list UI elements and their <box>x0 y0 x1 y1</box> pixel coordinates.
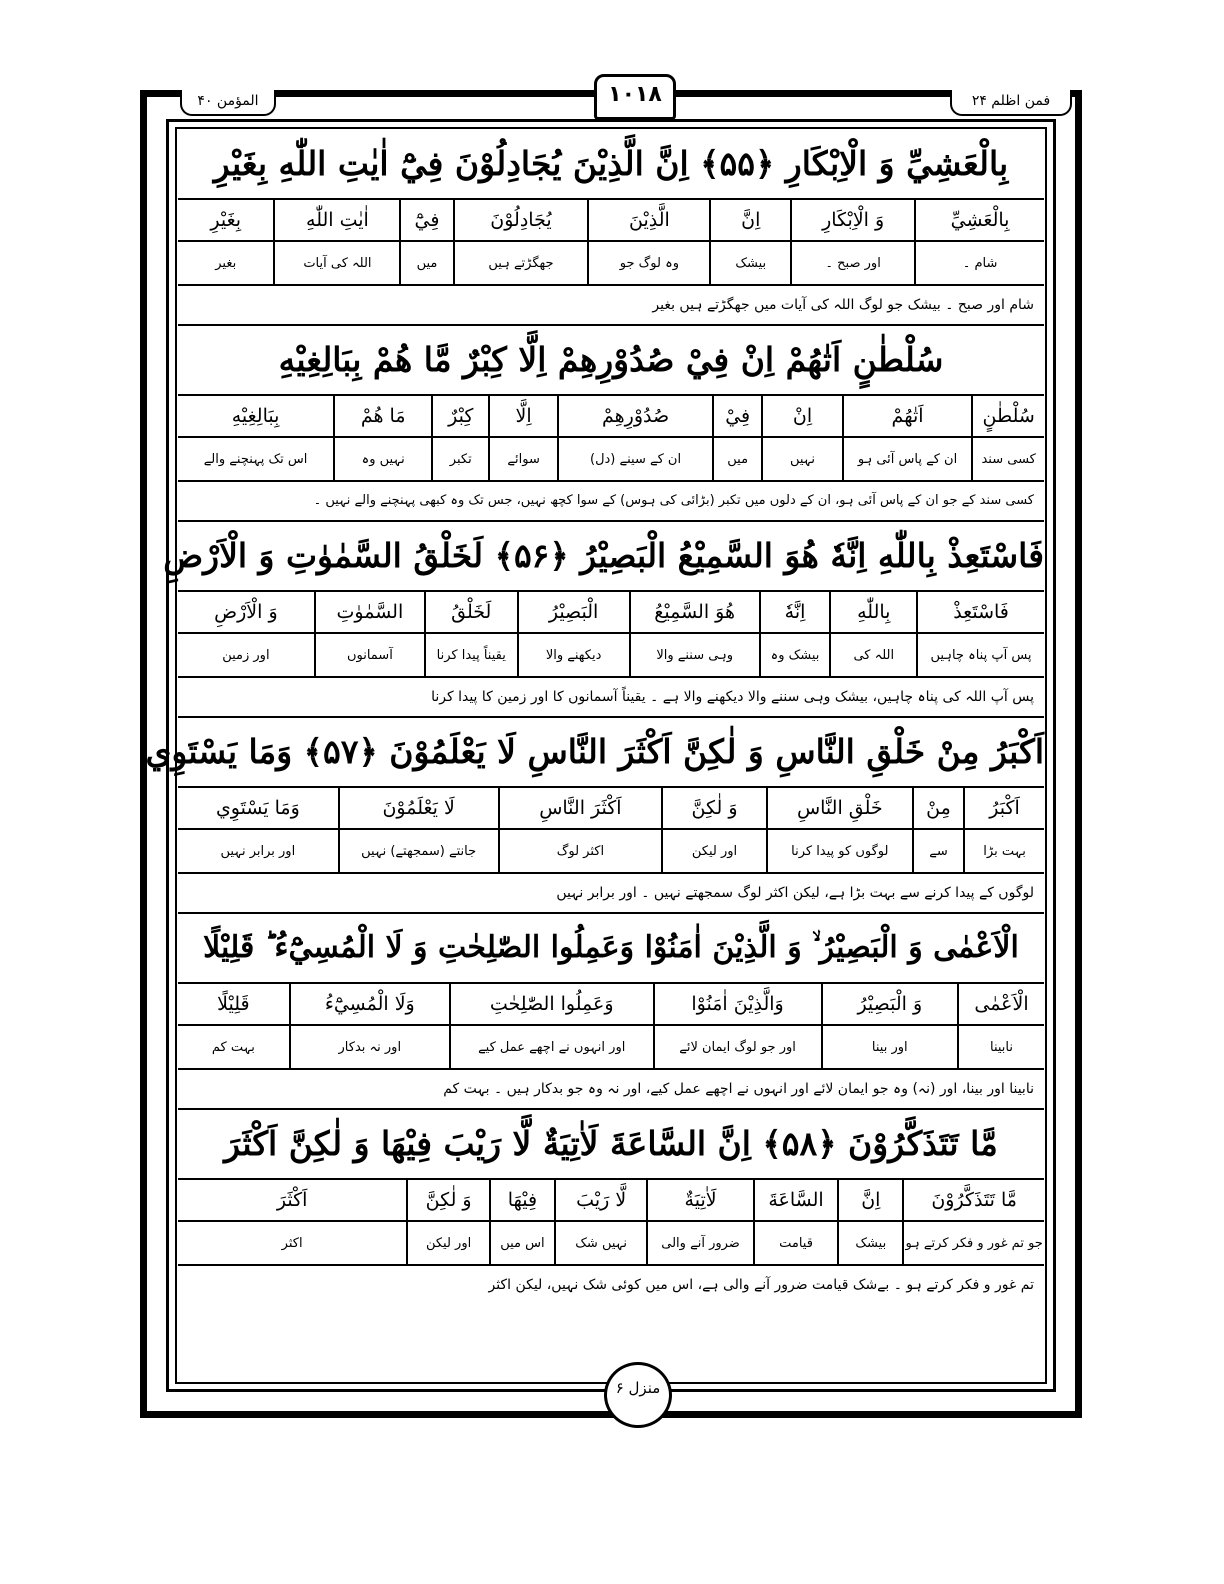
word-cell: وَ الْاِبْكَارِ <box>790 200 914 240</box>
word-cell: لَاٰتِيَةٌ <box>646 1180 752 1220</box>
meaning-cell: پس آپ پناہ چاہیں <box>916 634 1044 676</box>
word-row <box>178 984 1044 1026</box>
meaning-cell: یقیناً پیدا کرنا <box>424 634 517 676</box>
meaning-cell: اللہ کی آیات <box>273 242 399 284</box>
word-cell: بِالْعَشِيِّ <box>914 200 1044 240</box>
meaning-row <box>178 242 1044 286</box>
meaning-cell: نہیں وہ <box>333 438 431 480</box>
word-cell: سُلْطٰنٍ <box>971 396 1044 436</box>
arabic-verse-line: مَّا تَتَذَكَّرُوْنَ ﴿۵۸﴾ اِنَّ السَّاعَةَ لَاٰتِيَةٌ لَّا رَيْبَ فِيْهَا وَ لٰكِنَّ اَكْثَرَ <box>178 1110 1044 1180</box>
meaning-cell: اور صبح ۔ <box>790 242 914 284</box>
meaning-cell: میں <box>399 242 452 284</box>
word-cell: وَ الْاَرْضِ <box>214 601 278 623</box>
word-cell: قَلِيْلًا <box>217 993 250 1015</box>
word-cell: اَكْثَرَ <box>276 1189 308 1211</box>
word-cell: الْاَعْمٰى <box>957 984 1044 1024</box>
word-cell: وَمَا يَسْتَوِي <box>215 797 300 819</box>
juz-label: فمن اظلم ۲۴ <box>950 90 1072 116</box>
manzil-marker: منزل ۶ <box>604 1362 672 1428</box>
arabic-verse-line: فَاسْتَعِذْ بِاللّٰهِ اِنَّهٗ هُوَ السَّمِيْعُ الْبَصِيْرُ ﴿۵۶﴾ لَخَلْقُ السَّمٰوٰتِ وَ الْاَرْضِ <box>178 522 1044 592</box>
meaning-cell: اور نہ بدکار <box>289 1026 449 1068</box>
meaning-cell: اس میں <box>489 1222 554 1264</box>
word-row <box>178 592 1044 634</box>
word-cell: لَا يَعْلَمُوْنَ <box>338 788 498 828</box>
word-row <box>178 200 1044 242</box>
word-cell: اَتٰهُمْ <box>842 396 972 436</box>
arabic-verse-line: الْاَعْمٰى وَ الْبَصِيْرُ ۙ وَ الَّذِيْنَ اٰمَنُوْا وَعَمِلُوا الصّٰلِحٰتِ وَ لَا الْمُسِيْٓءُ ؕ قَلِيْلًا <box>178 914 1044 984</box>
meaning-cell: اللہ کی <box>829 634 916 676</box>
word-cell: وَ لٰكِنَّ <box>406 1180 489 1220</box>
meaning-cell: دیکھنے والا <box>517 634 629 676</box>
surah-label: المؤمن ۴۰ <box>180 90 276 116</box>
meaning-cell: جھگڑتے ہیں <box>453 242 588 284</box>
translation-line: شام اور صبح ۔ بیشک جو لوگ اللہ کی آیات میں جھگڑتے ہیں بغیر <box>652 297 1034 313</box>
meaning-cell: سے <box>912 830 963 872</box>
meaning-cell: وہی سننے والا <box>629 634 759 676</box>
word-cell: وَعَمِلُوا الصّٰلِحٰتِ <box>449 984 653 1024</box>
meaning-cell: کسی سند <box>971 438 1044 480</box>
translation-line: نابینا اور بینا، اور (نہ) وہ جو ایمان لائے اور انہوں نے اچھے عمل کیے، اور نہ وہ جو بدکار ہیں ۔ بہت کم <box>443 1081 1034 1097</box>
meaning-cell: اور جو لوگ ایمان لائے <box>653 1026 821 1068</box>
meaning-cell: اور بینا <box>821 1026 957 1068</box>
word-row <box>178 788 1044 830</box>
meaning-cell: اس تک پہنچنے والے <box>203 451 308 467</box>
meaning-cell: لوگوں کو پیدا کرنا <box>766 830 912 872</box>
verse-block <box>178 1110 1044 1304</box>
meaning-cell: شام ۔ <box>914 242 1044 284</box>
verse-block <box>178 326 1044 522</box>
meaning-row <box>178 830 1044 874</box>
meaning-cell: اور لیکن <box>661 830 766 872</box>
word-cell: مِنْ <box>912 788 963 828</box>
word-cell: اَكْبَرُ <box>963 788 1044 828</box>
word-cell: كِبْرٌ <box>431 396 488 436</box>
meaning-cell: ان کے سینے (دل) <box>557 438 712 480</box>
word-cell: فِيْٓ <box>399 200 452 240</box>
verse-block <box>163 522 1044 718</box>
word-cell: اِلَّا <box>488 396 557 436</box>
meaning-cell: اکثر لوگ <box>498 830 662 872</box>
meaning-cell: جو تم غور و فکر کرتے ہو <box>902 1222 1044 1264</box>
word-cell: بِبَالِغِيْهِ <box>231 405 280 427</box>
word-cell: فِيْ <box>712 396 761 436</box>
word-cell: يُجَادِلُوْنَ <box>453 200 588 240</box>
word-cell: لَخَلْقُ <box>424 592 517 632</box>
page-content <box>145 130 1044 1304</box>
meaning-row <box>178 634 1044 678</box>
word-cell: وَالَّذِيْنَ اٰمَنُوْا <box>653 984 821 1024</box>
word-cell: بِغَيْرِ <box>210 209 242 231</box>
meaning-cell: نابینا <box>957 1026 1044 1068</box>
arabic-verse-line: اَكْبَرُ مِنْ خَلْقِ النَّاسِ وَ لٰكِنَّ اَكْثَرَ النَّاسِ لَا يَعْلَمُوْنَ ﴿۵۷﴾ وَمَا يَسْتَوِي <box>178 718 1044 788</box>
meaning-cell: قیامت <box>753 1222 838 1264</box>
meaning-cell: میں <box>712 438 761 480</box>
meaning-cell: بہت کم <box>211 1039 255 1055</box>
meaning-row <box>178 438 1044 482</box>
arabic-verse-line: سُلْطٰنٍ اَتٰهُمْ اِنْ فِيْ صُدُوْرِهِمْ اِلَّا كِبْرٌ مَّا هُمْ بِبَالِغِيْهِ <box>178 326 1044 396</box>
meaning-cell: بہت بڑا <box>963 830 1044 872</box>
meaning-cell: اکثر <box>281 1235 303 1251</box>
verse-block <box>178 130 1044 326</box>
word-cell: اِنَّ <box>709 200 790 240</box>
word-cell: الَّذِيْنَ <box>587 200 709 240</box>
word-cell: وَ لٰكِنَّ <box>661 788 766 828</box>
meaning-cell: آسمانوں <box>314 634 424 676</box>
word-cell: اِنَّهٗ <box>759 592 830 632</box>
word-cell: السَّاعَةَ <box>753 1180 838 1220</box>
word-cell: لَّا رَيْبَ <box>554 1180 647 1220</box>
word-cell: فِيْهَا <box>489 1180 554 1220</box>
meaning-cell: تکبر <box>431 438 488 480</box>
arabic-verse-line: بِالْعَشِيِّ وَ الْاِبْكَارِ ﴿۵۵﴾ اِنَّ الَّذِيْنَ يُجَادِلُوْنَ فِيْٓ اٰيٰتِ اللّٰهِ بِغَيْرِ <box>178 130 1044 200</box>
word-cell: مَا هُمْ <box>333 396 431 436</box>
word-cell: اَكْثَرَ النَّاسِ <box>498 788 662 828</box>
word-cell: فَاسْتَعِذْ <box>916 592 1044 632</box>
meaning-cell: بغیر <box>215 255 237 271</box>
verse-block <box>145 718 1044 914</box>
meaning-cell: وہ لوگ جو <box>587 242 709 284</box>
meaning-cell: اور زمین <box>222 647 270 663</box>
translation-line: پس آپ اللہ کی پناہ چاہیں، بیشک وہی سننے والا دیکھنے والا ہے ۔ یقیناً آسمانوں کا اور زمین کا پیدا کرنا <box>431 689 1034 705</box>
word-cell: هُوَ السَّمِيْعُ <box>629 592 759 632</box>
word-cell: السَّمٰوٰتِ <box>314 592 424 632</box>
meaning-cell: سوائے <box>488 438 557 480</box>
page-number: ۱۰۱۸ <box>594 74 676 120</box>
translation-line: لوگوں کے پیدا کرنے سے بہت بڑا ہے، لیکن اکثر لوگ سمجھتے نہیں ۔ اور برابر نہیں <box>556 885 1034 901</box>
word-cell: خَلْقِ النَّاسِ <box>766 788 912 828</box>
word-row <box>178 1180 1044 1222</box>
meaning-cell: جانتے (سمجھتے) نہیں <box>338 830 498 872</box>
meaning-cell: اور انہوں نے اچھے عمل کیے <box>449 1026 653 1068</box>
word-cell: وَلَا الْمُسِيْٓءُ <box>289 984 449 1024</box>
word-cell: بِاللّٰهِ <box>829 592 916 632</box>
meaning-row <box>178 1026 1044 1070</box>
word-cell: وَ الْبَصِيْرُ <box>821 984 957 1024</box>
meaning-cell: بیشک <box>709 242 790 284</box>
word-cell: الْبَصِيْرُ <box>517 592 629 632</box>
translation-line: کسی سند کے جو ان کے پاس آئی ہو، ان کے دلوں میں تکبر (بڑائی کی ہوس) کے سوا کچھ نہیں، جس تک وہ کبھی پہنچنے والے نہیں ۔ <box>313 493 1034 508</box>
word-cell: صُدُوْرِهِمْ <box>557 396 712 436</box>
meaning-cell: ضرور آنے والی <box>646 1222 752 1264</box>
word-cell: اٰيٰتِ اللّٰهِ <box>273 200 399 240</box>
meaning-cell: نہیں <box>761 438 842 480</box>
translation-line: تم غور و فکر کرتے ہو ۔ بےشک قیامت ضرور آنے والی ہے، اس میں کوئی شک نہیں، لیکن اکثر <box>488 1277 1034 1293</box>
verse-block <box>178 914 1044 1110</box>
meaning-cell: اور برابر نہیں <box>220 843 296 859</box>
word-cell: مَّا تَتَذَكَّرُوْنَ <box>902 1180 1044 1220</box>
meaning-cell: اور لیکن <box>406 1222 489 1264</box>
meaning-cell: ان کے پاس آئی ہو <box>842 438 972 480</box>
word-cell: اِنْ <box>761 396 842 436</box>
meaning-cell: بیشک <box>837 1222 902 1264</box>
word-cell: اِنَّ <box>837 1180 902 1220</box>
meaning-row <box>178 1222 1044 1266</box>
word-row <box>178 396 1044 438</box>
meaning-cell: بیشک وہ <box>759 634 830 676</box>
meaning-cell: نہیں شک <box>554 1222 647 1264</box>
